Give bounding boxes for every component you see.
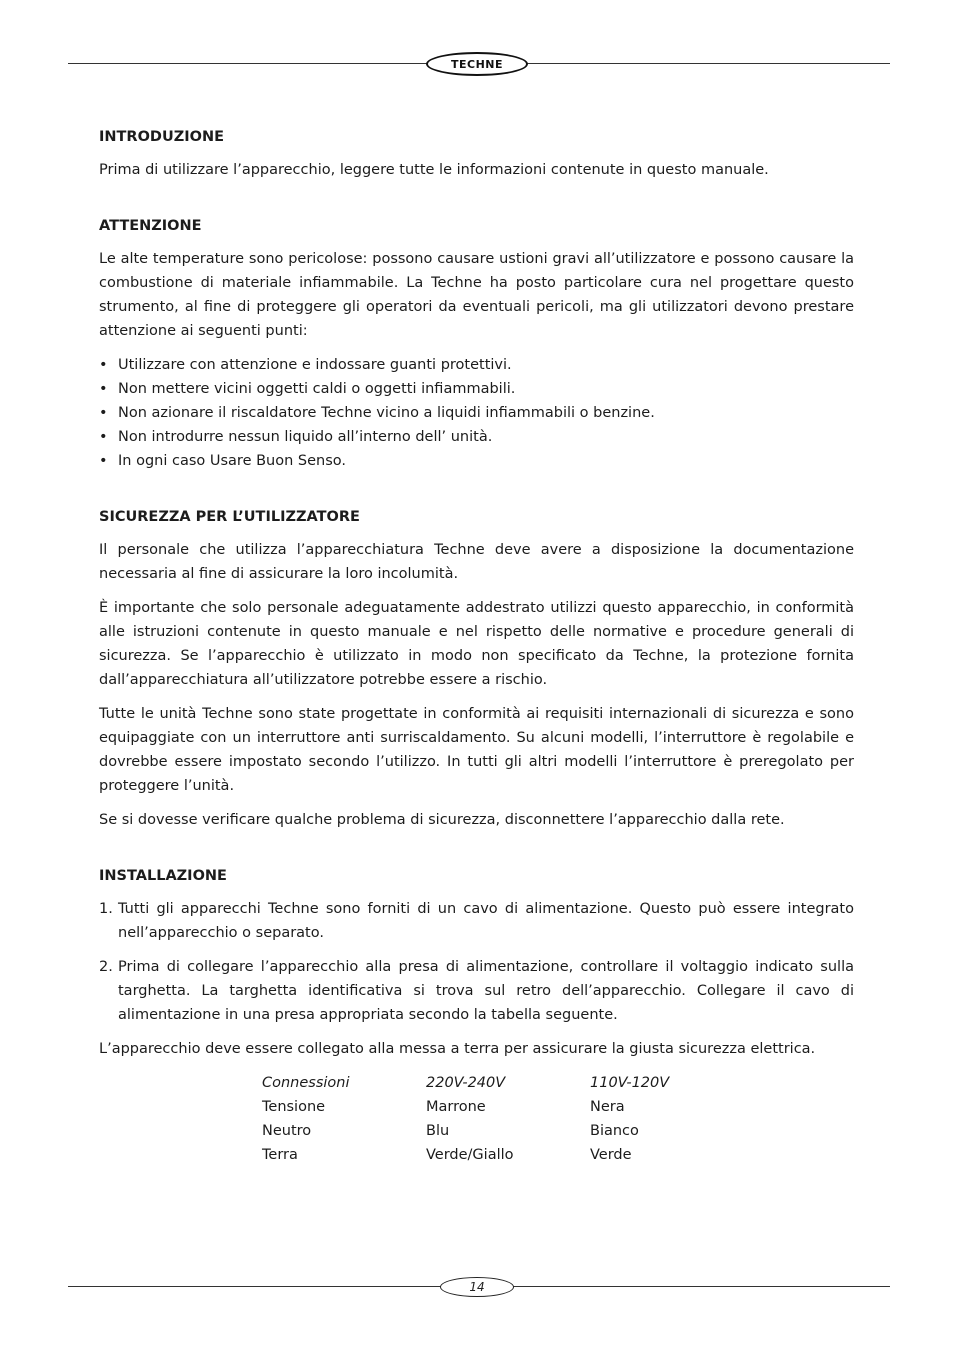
table-cell: Marrone: [426, 1099, 486, 1115]
list-item-text: Non azionare il riscaldatore Techne vicino a liquidi infiammabili o benzine.: [118, 405, 655, 421]
paragraph: Le alte temperature sono pericolose: possono causare ustioni gravi all’utilizzatore e possono causare la combustione di materiale infiammabile. La Techne ha posto particolare cura nel progettare questo strumento, al fine di proteggere gli operatori da eventuali pericoli, ma gli utilizzatori devono prestare attenzione ai seguenti punti:: [99, 251, 854, 339]
bullet-icon: •: [99, 381, 108, 397]
list-item: [99, 377, 854, 401]
list-item: [99, 449, 854, 473]
table-cell: Verde/Giallo: [426, 1147, 514, 1163]
list-item-text: Utilizzare con attenzione e indossare guanti protettivi.: [118, 357, 512, 373]
table-cell: Nera: [590, 1099, 625, 1115]
connections-table: [262, 1071, 669, 1167]
paragraph: Tutte le unità Techne sono state progettate in conformità ai requisiti internazionali di sicurezza e sono equipaggiate con un interruttore anti surriscaldamento. Su alcuni modelli, l’interruttore è regolabile e dovrebbe essere impostato secondo l’utilizzo. In tutti gli altri modelli l’interruttore è preregolato per proteggere l’unità.: [99, 706, 854, 794]
step-number: 2.: [99, 959, 113, 975]
step-number: 1.: [99, 901, 113, 917]
table-cell: Terra: [262, 1147, 298, 1163]
bullet-icon: •: [99, 429, 108, 445]
section-title: INSTALLAZIONE: [99, 868, 227, 884]
warning-list: [99, 353, 854, 473]
page-number: 14: [440, 1277, 514, 1297]
section-sicurezza: [99, 506, 854, 832]
table-header-cell: 220V-240V: [426, 1075, 506, 1091]
paragraph: È importante che solo personale adeguatamente addestrato utilizzi questo apparecchio, in conformità alle istruzioni contenute in questo manuale e nel rispetto delle normative e procedure generali di sicurezza. Se l’apparecchio è utilizzato in modo non specificato da Techne, la protezione fornita dall’apparecchiatura all’utilizzatore potrebbe essere a rischio.: [99, 600, 854, 688]
logo-text: TECHNE: [450, 57, 504, 71]
list-item-text: In ogni caso Usare Buon Senso.: [118, 453, 346, 469]
techne-logo: [426, 52, 528, 76]
section-installazione: [99, 865, 854, 1167]
section-attenzione: [99, 215, 854, 473]
table-cell: Tensione: [262, 1099, 326, 1115]
table-row: [262, 1143, 669, 1167]
list-item: [99, 401, 854, 425]
section-title: SICUREZZA PER L’UTILIZZATORE: [99, 509, 360, 525]
paragraph: Prima di utilizzare l’apparecchio, leggere tutte le informazioni contenute in questo manuale.: [99, 162, 769, 178]
table-cell: Verde: [590, 1147, 632, 1163]
table-header-cell: Connessioni: [262, 1075, 350, 1091]
installation-steps: [99, 897, 854, 1027]
bullet-icon: •: [99, 405, 108, 421]
table-cell: Neutro: [262, 1123, 312, 1139]
paragraph: L’apparecchio deve essere collegato alla messa a terra per assicurare la giusta sicurezza elettrica.: [99, 1041, 816, 1057]
bullet-icon: •: [99, 357, 108, 373]
table-cell: Bianco: [590, 1123, 639, 1139]
section-title: INTRODUZIONE: [99, 129, 224, 145]
paragraph: Se si dovesse verificare qualche problema di sicurezza, disconnettere l’apparecchio dalla rete.: [99, 812, 785, 828]
section-title: ATTENZIONE: [99, 218, 202, 234]
list-item: [99, 897, 854, 945]
step-text: Prima di collegare l’apparecchio alla presa di alimentazione, controllare il voltaggio indicato sulla targhetta. La targhetta identificativa si trova sul retro dell’apparecchio. Collegare il cavo di alimentazione in una presa appropriata secondo la tabella seguente.: [118, 959, 854, 1023]
table-row: [262, 1095, 669, 1119]
list-item-text: Non introdurre nessun liquido all’interno dell’ unità.: [118, 429, 493, 445]
table-row: [262, 1119, 669, 1143]
section-introduzione: [99, 126, 854, 182]
paragraph: Il personale che utilizza l’apparecchiatura Techne deve avere a disposizione la documentazione necessaria al fine di assicurare la loro incolumità.: [99, 542, 854, 582]
table-cell: Blu: [426, 1123, 450, 1139]
table-header-row: [262, 1071, 669, 1095]
bullet-icon: •: [99, 453, 108, 469]
step-text: Tutti gli apparecchi Techne sono forniti di un cavo di alimentazione. Questo può essere integrato nell’apparecchio o separato.: [118, 901, 854, 941]
list-item-text: Non mettere vicini oggetti caldi o oggetti infiammabili.: [118, 381, 516, 397]
list-item: [99, 425, 854, 449]
list-item: [99, 353, 854, 377]
page-content: [99, 126, 854, 1200]
table-header-cell: 110V-120V: [590, 1075, 670, 1091]
list-item: [99, 955, 854, 1027]
